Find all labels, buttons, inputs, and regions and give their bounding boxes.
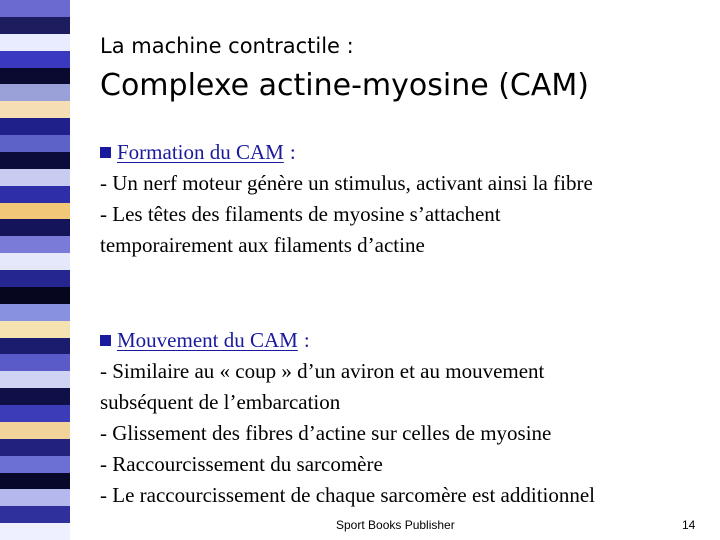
section-mouvement — [100, 325, 700, 511]
left-bar-block — [0, 101, 70, 118]
section-heading-suffix: : — [289, 140, 296, 164]
left-bar-block — [0, 68, 70, 85]
left-bar-block — [0, 186, 70, 203]
section-formation — [100, 137, 700, 261]
left-bar-block — [0, 34, 70, 51]
square-bullet-icon — [100, 147, 111, 158]
footer-page-number: 14 — [682, 518, 696, 532]
footer-publisher: Sport Books Publisher — [336, 518, 455, 532]
left-bar-block — [0, 422, 70, 439]
body-line: - Les têtes des filaments de myosine s’attachent — [100, 202, 501, 226]
slide-title-line2: Complexe actine-myosine (CAM) — [100, 68, 589, 103]
section-heading-label: Formation du CAM — [117, 140, 284, 164]
section-heading — [100, 137, 700, 168]
body-line: - Similaire au « coup » d’un aviron et au mouvement — [100, 359, 545, 383]
left-bar-block — [0, 354, 70, 371]
body-line: - Le raccourcissement de chaque sarcomère est additionnel — [100, 483, 596, 507]
slide-title-line1: La machine contractile : — [100, 34, 354, 58]
left-bar-block — [0, 236, 70, 253]
left-bar-block — [0, 51, 70, 68]
left-bar-block — [0, 338, 70, 355]
left-bar-block — [0, 304, 70, 321]
left-bar-block — [0, 270, 70, 287]
left-bar-block — [0, 203, 70, 220]
left-bar-block — [0, 253, 70, 270]
left-bar-block — [0, 17, 70, 34]
left-bar-block — [0, 523, 70, 540]
left-decorative-bar — [0, 0, 70, 540]
left-bar-block — [0, 169, 70, 186]
left-bar-block — [0, 489, 70, 506]
section-heading-label: Mouvement du CAM — [117, 328, 298, 352]
section-heading — [100, 325, 700, 356]
left-bar-block — [0, 456, 70, 473]
body-line: - Glissement des fibres d’actine sur celles de myosine — [100, 421, 552, 445]
left-bar-block — [0, 506, 70, 523]
left-bar-block — [0, 439, 70, 456]
left-bar-block — [0, 405, 70, 422]
left-bar-block — [0, 152, 70, 169]
square-bullet-icon — [100, 335, 111, 346]
body-line: - Un nerf moteur génère un stimulus, activant ainsi la fibre — [100, 171, 593, 195]
left-bar-block — [0, 219, 70, 236]
body-line: temporairement aux filaments d’actine — [100, 233, 425, 257]
left-bar-block — [0, 84, 70, 101]
left-bar-block — [0, 118, 70, 135]
body-line: - Raccourcissement du sarcomère — [100, 452, 383, 476]
section-heading-suffix: : — [303, 328, 310, 352]
left-bar-block — [0, 371, 70, 388]
left-bar-block — [0, 135, 70, 152]
body-line: subséquent de l’embarcation — [100, 390, 341, 414]
left-bar-block — [0, 287, 70, 304]
left-bar-block — [0, 388, 70, 405]
left-bar-block — [0, 473, 70, 490]
left-bar-block — [0, 0, 70, 17]
left-bar-block — [0, 321, 70, 338]
